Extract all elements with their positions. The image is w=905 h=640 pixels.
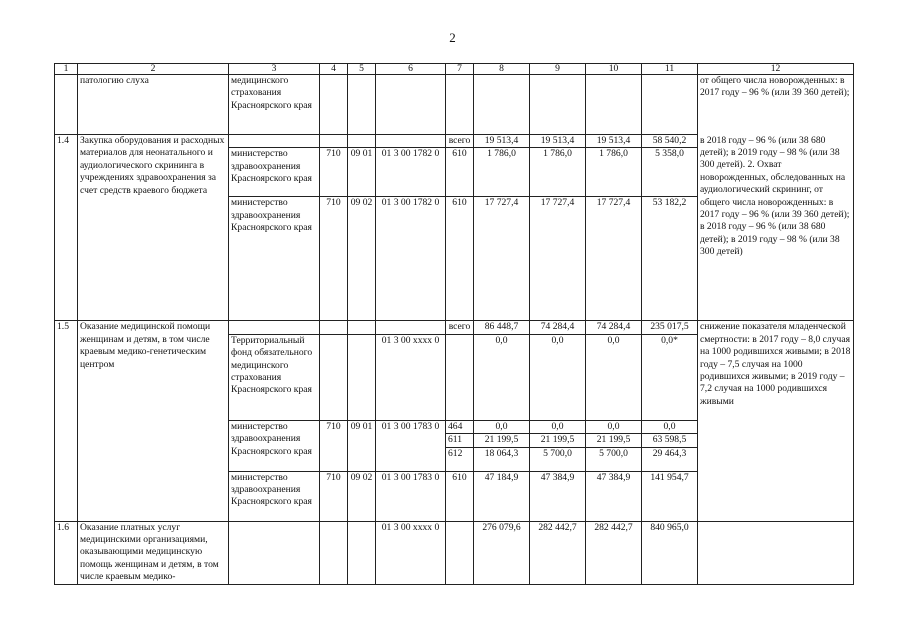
header-cell: 10 <box>586 64 642 75</box>
csr-code: 01 3 00 1783 0 <box>376 471 446 521</box>
header-cell: 8 <box>474 64 530 75</box>
amount-2019: 19 513,4 <box>586 135 642 148</box>
header-cell: 9 <box>530 64 586 75</box>
amount-2018: 5 700,0 <box>530 447 586 471</box>
rzpr-code: 09 02 <box>348 197 376 321</box>
amount-2017: 18 064,3 <box>474 447 530 471</box>
amount-2019: 17 727,4 <box>586 197 642 321</box>
amount-2019: 0,0 <box>586 334 642 420</box>
amount-2017: 19 513,4 <box>474 135 530 148</box>
csr-code: 01 3 00 1782 0 <box>376 148 446 197</box>
item-number: 1.5 <box>55 321 78 521</box>
amount-total: 58 540,2 <box>642 135 698 148</box>
amount-total: 141 954,7 <box>642 471 698 521</box>
amount-total: 53 182,2 <box>642 197 698 321</box>
header-cell: 11 <box>642 64 698 75</box>
header-cell: 2 <box>78 64 229 75</box>
amount-2019: 74 284,4 <box>586 321 642 334</box>
item-name: Закупка оборудования и расходных материалов для неонатального и аудиологического скрининга в учреждениях здравоохранения за счет средств краевого бюджета <box>78 135 229 321</box>
amount-total: 63 598,5 <box>642 434 698 447</box>
amount-2019: 21 199,5 <box>586 434 642 447</box>
agency: Территориальный фонд обязательного медицинского страхования Красноярского края <box>229 334 320 420</box>
amount-2018: 17 727,4 <box>530 197 586 321</box>
amount-total: 840 965,0 <box>642 521 698 584</box>
kvr-code: 610 <box>446 148 474 197</box>
amount-2018: 0,0 <box>530 334 586 420</box>
amount-2017: 86 448,7 <box>474 321 530 334</box>
amount-2017: 47 184,9 <box>474 471 530 521</box>
kvr-code: 611 <box>446 434 474 447</box>
table-row <box>55 75 854 135</box>
csr-code: 01 3 00 1782 0 <box>376 197 446 321</box>
result-indicator: в 2018 году – 96 % (или 38 680 детей); в 2019 году – 98 % (или 38 300 детей). 2. Охват новорожденных, обследованных на аудиологический скрининг, от общего числа новорожденных: в 2017 году – 96 % (или 39 360 детей); в 2018 году – 96 % (или 38 680 детей); в 2019 году – 98 % (или 38 300 детей) <box>698 135 854 321</box>
header-cell: 4 <box>320 64 348 75</box>
amount-total: 5 358,0 <box>642 148 698 197</box>
agency: медицинского страхования Красноярского края <box>229 75 320 135</box>
amount-total: 0,0* <box>642 334 698 420</box>
agency: министерство здравоохранения Красноярского края <box>229 471 320 521</box>
header-cell: 1 <box>55 64 78 75</box>
grbs-code: 710 <box>320 420 348 471</box>
grbs-code: 710 <box>320 148 348 197</box>
amount-2018: 282 442,7 <box>530 521 586 584</box>
agency: министерство здравоохранения Красноярского края <box>229 148 320 197</box>
amount-2018: 74 284,4 <box>530 321 586 334</box>
csr-code: 01 3 00 xxxx 0 <box>376 521 446 584</box>
amount-2017: 0,0 <box>474 420 530 433</box>
result-indicator: от общего числа новорожденных: в 2017 году – 96 % (или 39 360 детей); <box>698 75 854 135</box>
agency: министерство здравоохранения Красноярского края <box>229 420 320 471</box>
item-name: Оказание платных услуг медицинскими организациями, оказывающими медицинскую помощь женщинам и детям, в том числе краевым медико- <box>78 521 229 584</box>
table-row <box>55 135 854 148</box>
header-cell: 7 <box>446 64 474 75</box>
amount-2019: 0,0 <box>586 420 642 433</box>
header-cell: 12 <box>698 64 854 75</box>
kvr-code: 610 <box>446 471 474 521</box>
header-cell: 6 <box>376 64 446 75</box>
kvr-code: всего <box>446 135 474 148</box>
rzpr-code: 09 01 <box>348 420 376 471</box>
amount-2018: 19 513,4 <box>530 135 586 148</box>
amount-2019: 5 700,0 <box>586 447 642 471</box>
table-row <box>55 321 854 334</box>
page-number: 2 <box>449 30 456 45</box>
amount-2017: 1 786,0 <box>474 148 530 197</box>
amount-2019: 1 786,0 <box>586 148 642 197</box>
item-name: патологию слуха <box>78 75 229 135</box>
amount-2017: 0,0 <box>474 334 530 420</box>
rzpr-code: 09 01 <box>348 148 376 197</box>
kvr-code: 612 <box>446 447 474 471</box>
header-cell: 5 <box>348 64 376 75</box>
amount-2018: 21 199,5 <box>530 434 586 447</box>
csr-code: 01 3 00 1783 0 <box>376 420 446 471</box>
amount-2017: 21 199,5 <box>474 434 530 447</box>
csr-code: 01 3 00 xxxx 0 <box>376 334 446 420</box>
amount-total: 29 464,3 <box>642 447 698 471</box>
kvr-code: 464 <box>446 420 474 433</box>
amount-2017: 17 727,4 <box>474 197 530 321</box>
item-number: 1.4 <box>55 135 78 321</box>
grbs-code: 710 <box>320 197 348 321</box>
header-cell: 3 <box>229 64 320 75</box>
amount-total: 0,0 <box>642 420 698 433</box>
amount-2018: 1 786,0 <box>530 148 586 197</box>
amount-total: 235 017,5 <box>642 321 698 334</box>
amount-2019: 47 384,9 <box>586 471 642 521</box>
result-indicator: снижение показателя младенческой смертности: в 2017 году – 8,0 случая на 1000 родившихся живыми; в 2018 году – 7,5 случая на 1000 родившихся живыми; в 2019 году – 7,2 случая на 1000 родившихся живыми <box>698 321 854 521</box>
kvr-code: всего <box>446 321 474 334</box>
grbs-code: 710 <box>320 471 348 521</box>
budget-table <box>54 63 854 585</box>
amount-2019: 282 442,7 <box>586 521 642 584</box>
item-number: 1.6 <box>55 521 78 584</box>
item-name: Оказание медицинской помощи женщинам и детям, в том числе краевым медико-генетическим центром <box>78 321 229 521</box>
kvr-code: 610 <box>446 197 474 321</box>
table-row <box>55 521 854 584</box>
agency: министерство здравоохранения Красноярского края <box>229 197 320 321</box>
header-row <box>55 64 854 75</box>
amount-2018: 47 384,9 <box>530 471 586 521</box>
amount-2017: 276 079,6 <box>474 521 530 584</box>
rzpr-code: 09 02 <box>348 471 376 521</box>
amount-2018: 0,0 <box>530 420 586 433</box>
